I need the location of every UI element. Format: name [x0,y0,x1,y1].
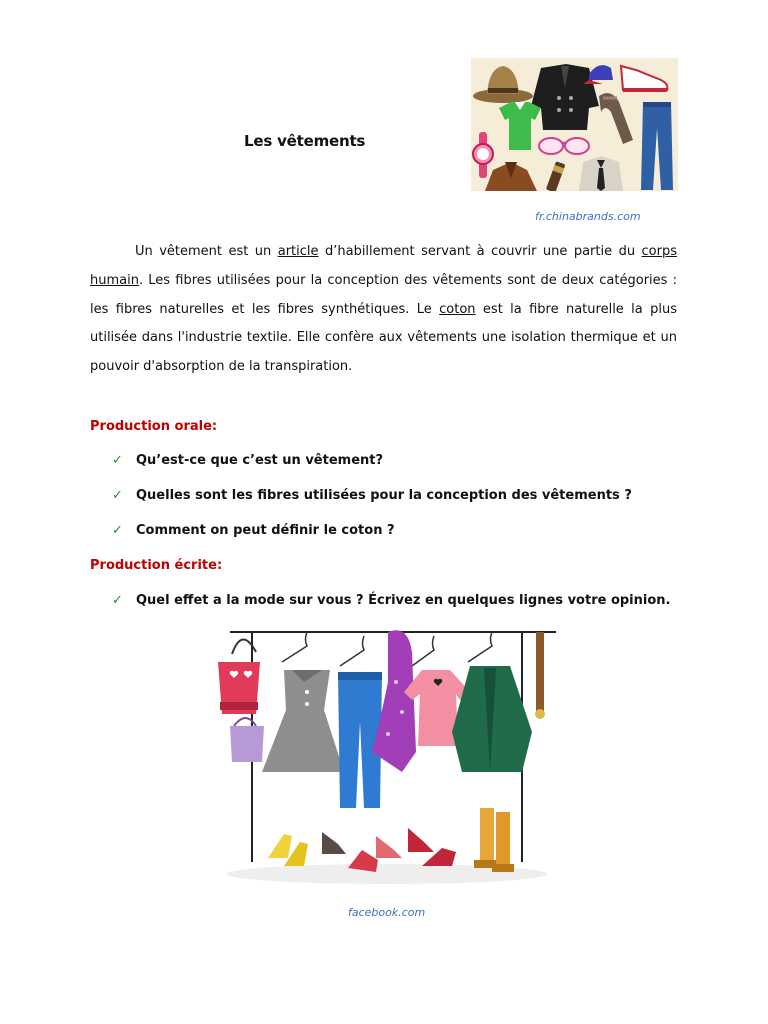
intro-text-3: . Les fibres utilisées pour la conception des vêtements sont de deux catégories : les fibres naturelles et les fibres synthétiques. Le [90,272,677,317]
intro-text-2: d’habillement servant à couvrir une partie du [318,244,642,259]
intro-text-1: Un vêtement est un [135,244,278,259]
oral-section-heading: Production orale: [90,419,218,434]
oral-question-1 [112,453,383,468]
oral-question-2 [112,488,632,503]
belt-icon [535,632,545,719]
intro-text-4: est la fibre naturelle la plus utilisée dans l'industrie textile. Elle confère aux vêtements une isolation thermique et un pouvoir d'absorption de la transpiration. [90,301,677,375]
coton-link[interactable]: coton [439,301,476,317]
check-mark-icon: ✓ [112,593,123,608]
oral-question-3 [112,523,395,538]
intro-paragraph [90,238,677,382]
question-text: Qu’est-ce que c’est un vêtement? [136,453,384,468]
check-mark-icon: ✓ [112,523,123,538]
article-link[interactable]: article [277,244,319,259]
clothes-rack-illustration [212,622,560,890]
clothing-illustration [471,58,678,191]
written-question-1 [112,593,670,608]
image-source-caption: facebook.com [348,906,426,919]
page-title: Les vêtements [244,132,366,150]
image-source-caption: fr.chinabrands.com [535,210,641,223]
shirt-tie-icon [579,156,623,191]
question-text: Comment on peut définir le coton ? [136,523,395,538]
written-section-heading: Production écrite: [90,558,223,573]
check-mark-icon: ✓ [112,488,123,503]
question-text: Quel effet a la mode sur vous ? Écrivez en quelques lignes votre opinion. [136,593,671,608]
question-text: Quelles sont les fibres utilisées pour la conception des vêtements ? [136,488,632,503]
check-mark-icon: ✓ [112,453,123,468]
corps-humain-link[interactable]: corps humain [90,244,677,288]
